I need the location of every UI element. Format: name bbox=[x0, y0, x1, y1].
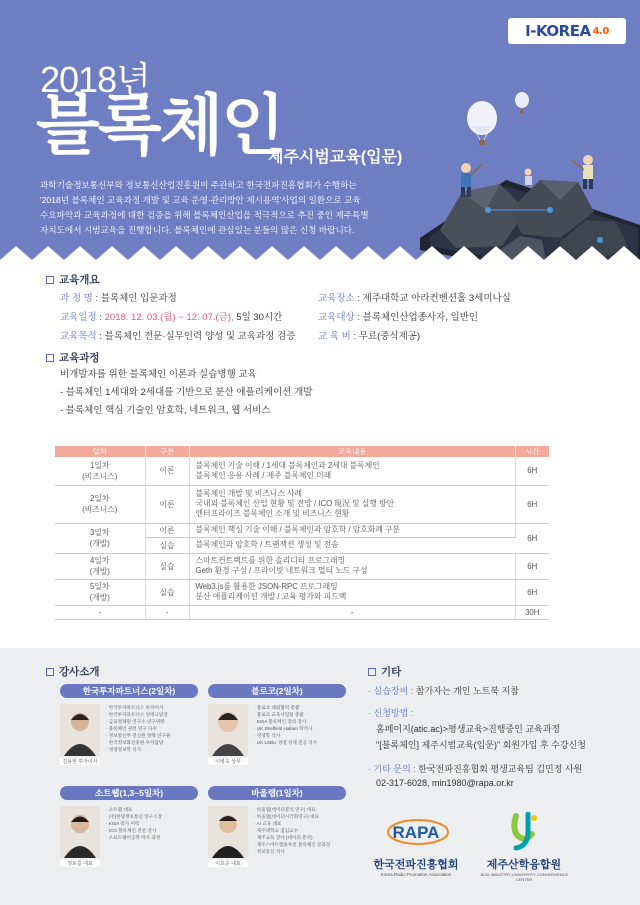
header-cell-time: 시간 bbox=[515, 446, 549, 457]
career-line: · 블록체인 관련 연구 다수 bbox=[106, 726, 158, 731]
section-etc-title bbox=[368, 664, 401, 679]
info-course: 과 정 명 : 블록체인 입문과정 bbox=[60, 293, 177, 304]
day-label: 5일차 bbox=[90, 582, 110, 591]
intro-line: 자치도에서 시범교육을 진행합니다. 블록체인에 관심있는 분들의 많은 신청 바랍니다. bbox=[40, 225, 355, 235]
content-line: 국내외 블록체인 산업 현황 및 전망 / ICO 現況 및 실행 방안 bbox=[195, 499, 395, 508]
intro-paragraph bbox=[40, 178, 406, 238]
instructor-card-body bbox=[208, 704, 346, 764]
info-fee: 교 육 비 : 무료(중식제공) bbox=[318, 331, 421, 342]
day-sub-label: (개발) bbox=[89, 593, 110, 602]
rapa-logo bbox=[368, 812, 464, 882]
day-cell bbox=[55, 485, 145, 523]
content-line: 블록체인과 암호학 / 트랜잭션 생성 및 전송 bbox=[195, 540, 339, 549]
instructor-career bbox=[106, 704, 198, 753]
info-goal: 교육목적 : 블록체인 전문·실무인력 양성 및 교육과정 검증 bbox=[60, 331, 296, 342]
section-title-text: 기타 bbox=[381, 666, 402, 678]
page-subtitle: 제주시범교육(입문) bbox=[268, 149, 403, 166]
intro-line: 과학기술정보통신부와 정보통신산업진흥원이 주관하고 한국전파진흥협회가 수행하는 bbox=[40, 180, 357, 190]
table-row bbox=[55, 485, 549, 523]
course-line: - 블록체인 핵심 기술인 암호학, 네트워크, 웹 서비스 bbox=[60, 405, 271, 416]
content-cell bbox=[189, 457, 515, 485]
instructor-photo bbox=[208, 704, 248, 756]
day-label: 3일차 bbox=[90, 528, 110, 537]
miner-figure-small bbox=[525, 169, 533, 186]
etc-apply-line: 홈페이지(atic.ac)>평생교육>진행중인 교육과정 bbox=[376, 724, 561, 734]
i-korea-logo bbox=[508, 18, 626, 44]
etc-contact bbox=[368, 762, 582, 775]
career-line: · (주)한빛정보통신 연구소장 bbox=[106, 814, 162, 819]
section-instructors-title bbox=[46, 664, 100, 679]
instructor-card bbox=[208, 786, 346, 896]
instructor-photo bbox=[208, 806, 248, 858]
info-label: 교 육 비 bbox=[318, 331, 351, 342]
career-line: · 바올랩(데이터시각화연구) 대표 bbox=[254, 814, 319, 819]
table-row bbox=[55, 605, 549, 619]
page-title: 블록체인 bbox=[36, 88, 284, 162]
table-row bbox=[55, 523, 549, 537]
career-line: · 한국정보화진흥원 투자담당 bbox=[106, 740, 164, 745]
content-line: 엔터프라이즈 블록체인 소개 및 비즈니스 현황 bbox=[195, 509, 350, 518]
etc-value: 참가자는 개인 노트북 지참 bbox=[415, 686, 519, 696]
instructor-card-header: 소트웹(1,3~5일차) bbox=[60, 786, 198, 800]
type-cell: 이론 bbox=[145, 485, 189, 523]
content-line: 블록체인 개발 및 비즈니스 사례 bbox=[195, 489, 303, 498]
course-line: - 블록체인 1세대와 2세대를 기반으로 분산 애플리케이션 개발 bbox=[60, 387, 313, 398]
content-cell bbox=[189, 523, 515, 537]
type-cell: 이론 bbox=[145, 457, 189, 485]
type-cell: 이론 bbox=[145, 523, 189, 537]
section-title-text: 교육과정 bbox=[59, 352, 100, 364]
content-line: 블록체인 기술 이해 / 1세대 블록체인과 2세대 블록체인 bbox=[195, 460, 380, 470]
rapa-english-name: Korea Radio Promotion Association bbox=[380, 872, 452, 877]
section-course-title bbox=[46, 350, 100, 365]
info-value-extra: 5일 30시간 bbox=[236, 312, 283, 323]
career-line: · ICO 블록체인 전문 강사 bbox=[106, 828, 157, 833]
info-target: 교육대상 : 블록체인산업종사자, 일반인 bbox=[318, 312, 479, 323]
etc-label: · 신청방법 : bbox=[368, 708, 414, 718]
table-row bbox=[55, 553, 549, 579]
content-cell bbox=[189, 553, 515, 579]
instructor-card bbox=[60, 786, 198, 896]
jeju-name: 제주산학융합원 bbox=[486, 859, 562, 871]
time-cell: 6H bbox=[515, 553, 549, 579]
career-line: · 경영정보학 석사 bbox=[106, 747, 142, 752]
time-cell: 6H bbox=[515, 523, 549, 553]
content-line: 블록체인 응용 사례 / 제주 블록체인 미래 bbox=[195, 470, 332, 480]
type-cell: 실습 bbox=[145, 579, 189, 605]
career-line: · KISA 강사 이력 bbox=[106, 821, 140, 826]
info-label: 교육장소 bbox=[318, 293, 355, 304]
header-cell-content: 교육내용 bbox=[189, 446, 515, 457]
etc-label: · 기타 문의 : bbox=[368, 764, 416, 774]
instructor-career bbox=[254, 806, 346, 855]
jeju-english-name: JEJU INDUSTRY-UNIVERSITY CONVERGENCE CENTER bbox=[479, 872, 569, 882]
info-date: 교육일정 : 2018. 12. 03.(월) ~ 12. 07.(금), 5일 30시간 bbox=[60, 312, 283, 323]
info-value: 제주대학교 아라컨벤션홀 3세미나실 bbox=[362, 293, 511, 304]
logo-version: 4.0 bbox=[592, 25, 609, 37]
career-line: · 소프트웨어공학 박사 과정 bbox=[106, 835, 161, 840]
career-line: · 정보통신 석사 bbox=[254, 849, 285, 854]
info-value: 2018. 12. 03.(월) ~ 12. 07.(금), bbox=[104, 312, 234, 323]
content-cell: - bbox=[189, 605, 515, 619]
etc-value: 한국전파진흥협회 평생교육팀 김민정 사원 bbox=[418, 764, 583, 774]
day-sub-label: (비즈니스) bbox=[82, 505, 118, 514]
day-cell: - bbox=[55, 605, 145, 619]
info-value: 블록체인 입문과정 bbox=[100, 293, 177, 304]
year-label: 2018년 bbox=[40, 59, 150, 100]
intro-line: '2018년 블록체인 교육과정 개발 및 교육 운영·관리방안 제시용역'사업의 일환으로 교육 bbox=[40, 195, 361, 205]
info-label: 교육목적 bbox=[60, 331, 97, 342]
time-cell: 6H bbox=[515, 485, 549, 523]
etc-apply bbox=[368, 706, 413, 719]
section-title-text: 교육개요 bbox=[59, 274, 100, 286]
etc-label: · 실습장비 : bbox=[368, 686, 414, 696]
instructor-name: 정보름 대표 bbox=[60, 860, 100, 867]
schedule-table bbox=[55, 446, 549, 620]
table-header-row bbox=[55, 446, 549, 457]
career-line: · 블로코 교육사업팀 총괄 bbox=[254, 712, 304, 717]
zigzag-divider bbox=[0, 240, 640, 270]
career-line: · 경영학 석사 bbox=[254, 733, 281, 738]
time-cell: 6H bbox=[515, 579, 549, 605]
career-line: · 소트웹 대표 bbox=[106, 807, 133, 812]
career-line: · 블로코 대외협력 총괄 bbox=[254, 705, 300, 710]
etc-equipment bbox=[368, 684, 519, 697]
info-place: 교육장소 : 제주대학교 아라컨벤션홀 3세미나실 bbox=[318, 293, 511, 304]
day-cell bbox=[55, 523, 145, 553]
content-line: Web3.js를 활용한 JSON-RPC 프로그래밍 bbox=[195, 582, 338, 591]
career-line: · 한국투자파트너스 핀테크팀장 bbox=[106, 712, 168, 717]
hero-banner bbox=[0, 0, 640, 270]
info-label: 교육대상 bbox=[318, 312, 355, 323]
instructor-card bbox=[208, 684, 346, 794]
day-cell bbox=[55, 457, 145, 485]
day-cell bbox=[55, 579, 145, 605]
instructor-photo bbox=[60, 704, 100, 756]
content-line: 분산 애플리케이션 개발 / 교육 평가와 피드백 bbox=[195, 592, 347, 601]
career-line: · 한국투자파트너스 투자이사 bbox=[106, 705, 164, 710]
type-cell: - bbox=[145, 605, 189, 619]
instructor-card-header: 한국투자파트너스(2일차) bbox=[60, 684, 198, 698]
course-line: 비개발자를 위한 블록체인 이론과 실습병행 교육 bbox=[60, 369, 257, 380]
rapa-logo-mark bbox=[368, 812, 464, 852]
rapa-name: 한국전파진흥협회 bbox=[373, 859, 459, 871]
square-bullet-icon bbox=[46, 668, 54, 676]
instructor-card-body bbox=[208, 806, 346, 866]
time-cell: 30H bbox=[515, 605, 549, 619]
instructor-card bbox=[60, 684, 198, 794]
instructor-career bbox=[106, 806, 198, 841]
career-line: · 정보통신부 전산원 정책 연구원 bbox=[106, 733, 171, 738]
day-cell bbox=[55, 553, 145, 579]
instructor-name: 이병욱 상무 bbox=[208, 758, 248, 765]
instructor-card-header: 블로코(2일차) bbox=[208, 684, 346, 698]
blockchain-mining-illustration bbox=[410, 60, 640, 270]
instructor-card-body bbox=[60, 704, 198, 764]
jeju-logo bbox=[472, 812, 576, 882]
instructor-card-body bbox=[60, 806, 198, 866]
type-cell: 실습 bbox=[145, 537, 189, 553]
rapa-mark-text: RAPA bbox=[392, 823, 440, 842]
career-line: · 제주대학교 겸임교수 bbox=[254, 828, 299, 833]
etc-apply-line: "[블록체인] 제주시범교육(입문)" 회원가입 후 수강신청 bbox=[376, 740, 586, 750]
content-line: Geth 환경 구성 / 프라이빗 네트워크 멀티 노드 구성 bbox=[195, 566, 368, 575]
career-line: · 바올랩(데이터분석 연구) 대표 bbox=[254, 807, 316, 812]
day-sub-label: (비즈니스) bbox=[82, 471, 118, 481]
content-line: 스마트컨트랙트를 위한 솔리디티 프로그래밍 bbox=[195, 556, 346, 565]
career-line: · 제주교육 강사 (데이터 분석) bbox=[254, 835, 313, 840]
day-sub-label: (개발) bbox=[89, 539, 110, 548]
square-bullet-icon bbox=[46, 276, 54, 284]
content-cell bbox=[189, 537, 515, 553]
info-value: 블록체인 전문·실무인력 양성 및 교육과정 검증 bbox=[104, 331, 296, 342]
day-label: 1일차 bbox=[90, 460, 110, 470]
square-bullet-icon bbox=[46, 354, 54, 362]
type-cell: 실습 bbox=[145, 553, 189, 579]
instructor-name: 이호준 대표 bbox=[208, 860, 248, 867]
info-label: 과 정 명 bbox=[60, 293, 93, 304]
table-row bbox=[55, 457, 549, 485]
info-label: 교육일정 bbox=[60, 312, 97, 323]
career-line: · UK Sheffield Hallam 학석사 bbox=[254, 726, 313, 731]
etc-contact-line: 02-317-6028, min1980@rapa.or.kr bbox=[376, 778, 514, 788]
section-title-text: 강사소개 bbox=[59, 666, 100, 678]
instructor-career bbox=[254, 704, 346, 746]
header-cell-type: 구분 bbox=[145, 446, 189, 457]
content-line: 블록체인 핵심 기술 이해 / 블록체인과 암호학 / 암호화폐 구분 bbox=[195, 525, 401, 534]
info-value: 블록체인산업종사자, 일반인 bbox=[362, 312, 479, 323]
day-label: 2일차 bbox=[90, 494, 110, 503]
logo-text: I-KOREA bbox=[525, 22, 591, 40]
info-value: 무료(중식제공) bbox=[358, 331, 421, 342]
instructor-photo bbox=[60, 806, 100, 858]
instructor-card-header: 바올랩(1일차) bbox=[208, 786, 346, 800]
day-label: 4일차 bbox=[90, 556, 110, 565]
balloon-icon bbox=[467, 101, 497, 145]
small-balloon-icon bbox=[515, 92, 529, 113]
intro-line: 수요파악과 교육과정에 대한 검증을 위해 블록체인산업을 적극적으로 추진 중인 제주특별 bbox=[40, 210, 369, 220]
section-overview-title bbox=[46, 272, 100, 287]
time-cell: 6H bbox=[515, 457, 549, 485]
jeju-logo-mark bbox=[472, 812, 576, 852]
content-cell bbox=[189, 485, 515, 523]
career-line: · UK LSBU 경영 경제 전공 석사 bbox=[254, 740, 318, 745]
content-cell bbox=[189, 579, 515, 605]
day-sub-label: (개발) bbox=[89, 567, 110, 576]
table-row bbox=[55, 579, 549, 605]
instructor-name: 김용현 투자이사 bbox=[60, 758, 100, 765]
career-line: · 금융결제원 연구소 연구위원 bbox=[106, 719, 165, 724]
header-cell-day: 일차 bbox=[55, 446, 145, 457]
square-bullet-icon bbox=[368, 668, 376, 676]
career-line: · AI 교육 대표 bbox=[254, 821, 282, 826]
career-line: · 제주스마트앱솔루션 블록체인 분과장 bbox=[254, 842, 331, 847]
career-line: · KISA 블록체인 강의 강사 bbox=[254, 719, 307, 724]
